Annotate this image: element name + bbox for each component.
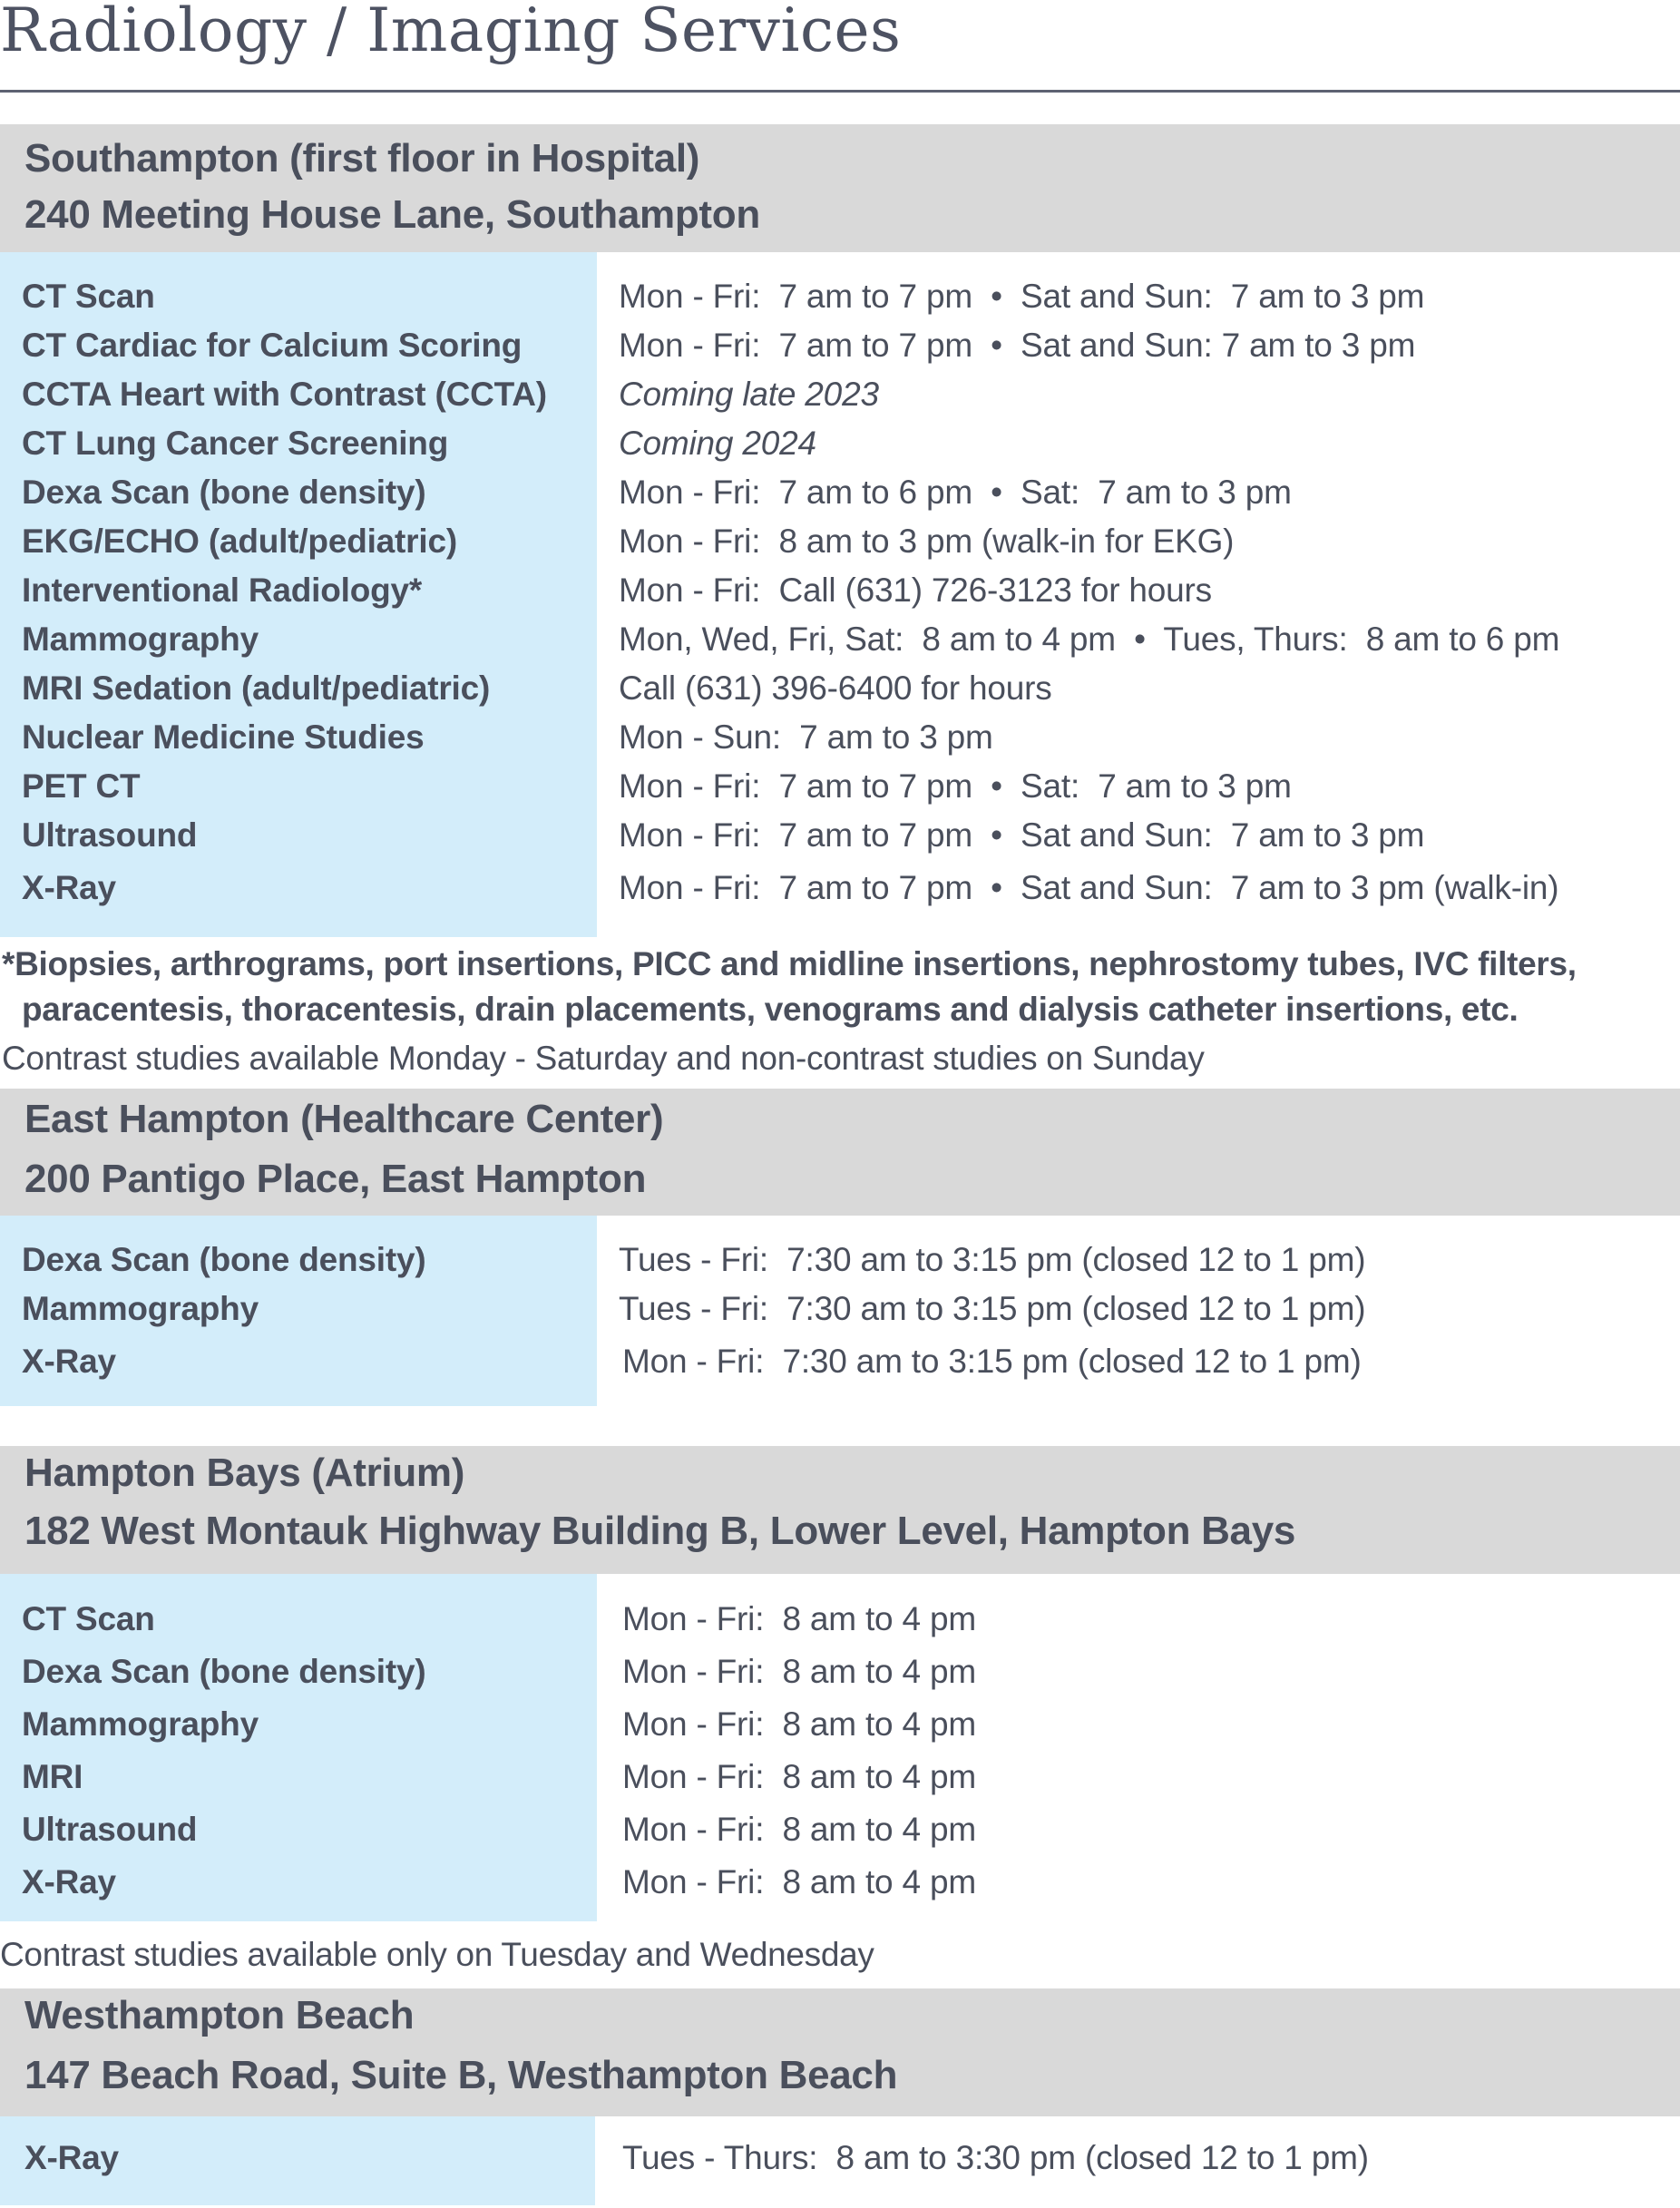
service-row (0, 370, 1680, 419)
location-address: 182 West Montauk Highway Building B, Lower Level, Hampton Bays (24, 1509, 1296, 1553)
service-name: CT Cardiac for Calcium Scoring (22, 327, 523, 364)
service-name: CT Scan (22, 278, 155, 315)
service-row (0, 811, 1680, 860)
service-row (0, 2134, 1680, 2183)
service-hours: Mon, Wed, Fri, Sat: 8 am to 4 pm • Tues, Thurs: 8 am to 6 pm (619, 620, 1560, 658)
service-row (0, 864, 1680, 913)
service-row (0, 1647, 1680, 1696)
service-hours: Mon - Fri: 7 am to 7 pm • Sat: 7 am to 3 pm (619, 767, 1292, 805)
service-name: Mammography (22, 1290, 259, 1327)
service-row (0, 615, 1680, 664)
service-hours: Call (631) 396-6400 for hours (619, 669, 1052, 707)
footnote-line-2: paracentesis, thoracentesis, drain placements, venograms and dialysis catheter insertions, etc. (22, 991, 1519, 1028)
service-row (0, 321, 1680, 370)
service-name: Interventional Radiology* (22, 572, 423, 609)
service-hours: Mon - Fri: 8 am to 4 pm (622, 1758, 976, 1795)
service-name: Mammography (22, 620, 259, 658)
service-name: PET CT (22, 767, 141, 805)
service-name: EKG/ECHO (adult/pediatric) (22, 523, 457, 560)
service-row (0, 1753, 1680, 1802)
title-divider (0, 90, 1680, 93)
location-name: Westhampton Beach (24, 1993, 415, 2037)
service-hours: Tues - Fri: 7:30 am to 3:15 pm (closed 12 to 1 pm) (619, 1241, 1366, 1278)
service-hours: Mon - Fri: 7 am to 7 pm • Sat and Sun: 7 am to 3 pm (619, 278, 1425, 315)
service-name: Dexa Scan (bone density) (22, 1653, 426, 1690)
service-row (0, 762, 1680, 811)
service-name: X-Ray (22, 1863, 116, 1900)
service-hours: Mon - Fri: 8 am to 4 pm (622, 1863, 976, 1900)
service-row (0, 1700, 1680, 1749)
service-hours: Mon - Fri: 7:30 am to 3:15 pm (closed 12 to 1 pm) (622, 1343, 1362, 1380)
service-name: CT Lung Cancer Screening (22, 425, 449, 462)
service-row (0, 1805, 1680, 1854)
footnote-line-1: *Biopsies, arthrograms, port insertions, PICC and midline insertions, nephrostomy tubes, IVC filters, (2, 945, 1577, 982)
service-row (0, 566, 1680, 615)
service-name: Dexa Scan (bone density) (22, 1241, 426, 1278)
service-hours: Coming 2024 (619, 425, 816, 462)
service-name: Dexa Scan (bone density) (22, 474, 426, 511)
page-title: Radiology / Imaging Services (0, 0, 902, 65)
service-name: Nuclear Medicine Studies (22, 718, 425, 756)
service-hours: Mon - Fri: Call (631) 726-3123 for hours (619, 572, 1212, 609)
location-name: East Hampton (Healthcare Center) (24, 1097, 664, 1141)
location-name: Southampton (first floor in Hospital) (24, 136, 700, 181)
location-address: 200 Pantigo Place, East Hampton (24, 1157, 647, 1201)
service-hours: Coming late 2023 (619, 376, 879, 413)
service-name: Ultrasound (22, 1811, 198, 1848)
service-hours: Mon - Fri: 7 am to 7 pm • Sat and Sun: 7 am to 3 pm (walk-in) (619, 869, 1559, 906)
location-header-hampton-bays (0, 1446, 1680, 1574)
service-row (0, 517, 1680, 566)
service-name: X-Ray (24, 2139, 119, 2176)
service-hours: Mon - Sun: 7 am to 3 pm (619, 718, 993, 756)
service-row (0, 1285, 1680, 1334)
service-row (0, 1337, 1680, 1386)
service-row (0, 468, 1680, 517)
service-hours: Mon - Fri: 8 am to 4 pm (622, 1811, 976, 1848)
service-hours: Mon - Fri: 7 am to 7 pm • Sat and Sun: 7 am to 3 pm (619, 816, 1425, 854)
service-row (0, 1595, 1680, 1644)
service-hours: Mon - Fri: 7 am to 7 pm • Sat and Sun: 7 am to 3 pm (619, 327, 1416, 364)
service-name: Mammography (22, 1705, 259, 1743)
service-row (0, 419, 1680, 468)
service-row (0, 1236, 1680, 1285)
location-header-westhampton-beach (0, 1988, 1680, 2116)
service-name: MRI Sedation (adult/pediatric) (22, 669, 491, 707)
service-hours: Mon - Fri: 8 am to 4 pm (622, 1600, 976, 1637)
service-hours: Mon - Fri: 8 am to 4 pm (622, 1653, 976, 1690)
service-name: X-Ray (22, 869, 116, 906)
contrast-note-southampton: Contrast studies available Monday - Saturday and non-contrast studies on Sunday (2, 1040, 1205, 1077)
service-row (0, 713, 1680, 762)
service-hours: Tues - Fri: 7:30 am to 3:15 pm (closed 12 to 1 pm) (619, 1290, 1366, 1327)
location-address: 147 Beach Road, Suite B, Westhampton Beach (24, 2053, 898, 2097)
location-header-southampton (0, 124, 1680, 252)
location-header-east-hampton (0, 1089, 1680, 1216)
service-hours: Mon - Fri: 8 am to 3 pm (walk-in for EKG) (619, 523, 1235, 560)
service-hours: Mon - Fri: 8 am to 4 pm (622, 1705, 976, 1743)
service-hours: Tues - Thurs: 8 am to 3:30 pm (closed 12 to 1 pm) (622, 2139, 1369, 2176)
service-hours: Mon - Fri: 7 am to 6 pm • Sat: 7 am to 3 pm (619, 474, 1292, 511)
service-row (0, 272, 1680, 321)
service-row (0, 664, 1680, 713)
location-address: 240 Meeting House Lane, Southampton (24, 192, 760, 237)
service-name: CCTA Heart with Contrast (CCTA) (22, 376, 547, 413)
service-name: CT Scan (22, 1600, 155, 1637)
service-name: Ultrasound (22, 816, 198, 854)
service-name: X-Ray (22, 1343, 116, 1380)
service-name: MRI (22, 1758, 83, 1795)
contrast-note-hampton-bays: Contrast studies available only on Tuesday and Wednesday (0, 1936, 874, 1973)
location-name: Hampton Bays (Atrium) (24, 1451, 465, 1495)
service-row (0, 1858, 1680, 1907)
